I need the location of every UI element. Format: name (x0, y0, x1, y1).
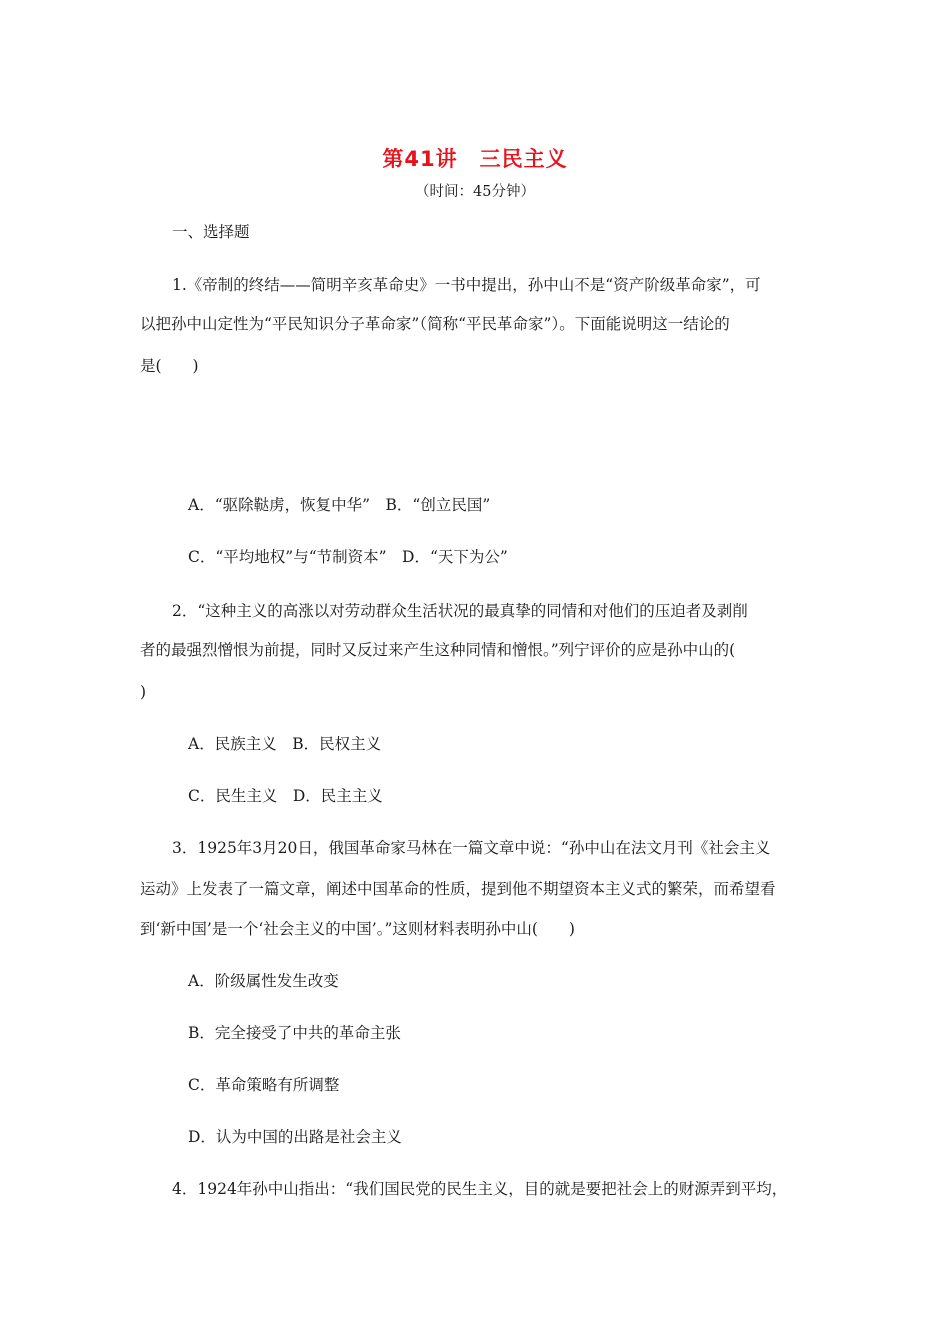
q3-option-a: A．阶级属性发生改变 (188, 972, 339, 990)
q3-line-2: 运动》上发表了一篇文章，阐述中国革命的性质，提到他不期望资本主义式的繁荣，而希望看 (140, 880, 776, 898)
q2-option-row-1: A．民族主义 B．民权主义 (188, 735, 382, 753)
q1-option-row-1: A．“驱除鞑虏，恢复中华” B．“创立民国” (188, 496, 491, 514)
q1-line-1: 1.《帝制的终结——简明辛亥革命史》一书中提出，孙中山不是“资产阶级革命家”，可 (172, 276, 761, 294)
q1-line-3: 是( ) (140, 357, 199, 375)
q4-line-1: 4．1924年孙中山指出：“我们国民党的民生主义，目的就是要把社会上的财源弄到平均， (172, 1180, 788, 1198)
section-heading: 一、选择题 (172, 223, 250, 241)
time-note: （时间：45分钟） (415, 184, 535, 200)
q1-option-row-2: C．“平均地权”与“节制资本” D．“天下为公” (188, 548, 508, 566)
q2-line-3: ) (140, 683, 147, 701)
q2-option-row-2: C．民生主义 D．民主主义 (188, 787, 383, 805)
q3-option-d: D．认为中国的出路是社会主义 (188, 1128, 402, 1146)
q3-option-c: C．革命策略有所调整 (188, 1076, 340, 1094)
q2-line-1: 2．“这种主义的高涨以对劳动群众生活状况的最真挚的同情和对他们的压迫者及剥削 (172, 602, 748, 620)
q3-line-3: 到‘新中国’是一个‘社会主义的中国’。”这则材料表明孙中山( ) (140, 920, 575, 938)
q3-option-b: B．完全接受了中共的革命主张 (188, 1024, 401, 1042)
lecture-title: 第41讲 三民主义 (382, 147, 568, 171)
q2-line-2: 者的最强烈憎恨为前提，同时又反过来产生这种同情和憎恨。”列宁评价的应是孙中山的( (140, 641, 736, 659)
q3-line-1: 3．1925年3月20日，俄国革命家马林在一篇文章中说：“孙中山在法文月刊《社会主义 (172, 839, 771, 857)
q1-line-2: 以把孙中山定性为“平民知识分子革命家”（简称“平民革命家”）。下面能说明这一结论的 (140, 315, 730, 333)
